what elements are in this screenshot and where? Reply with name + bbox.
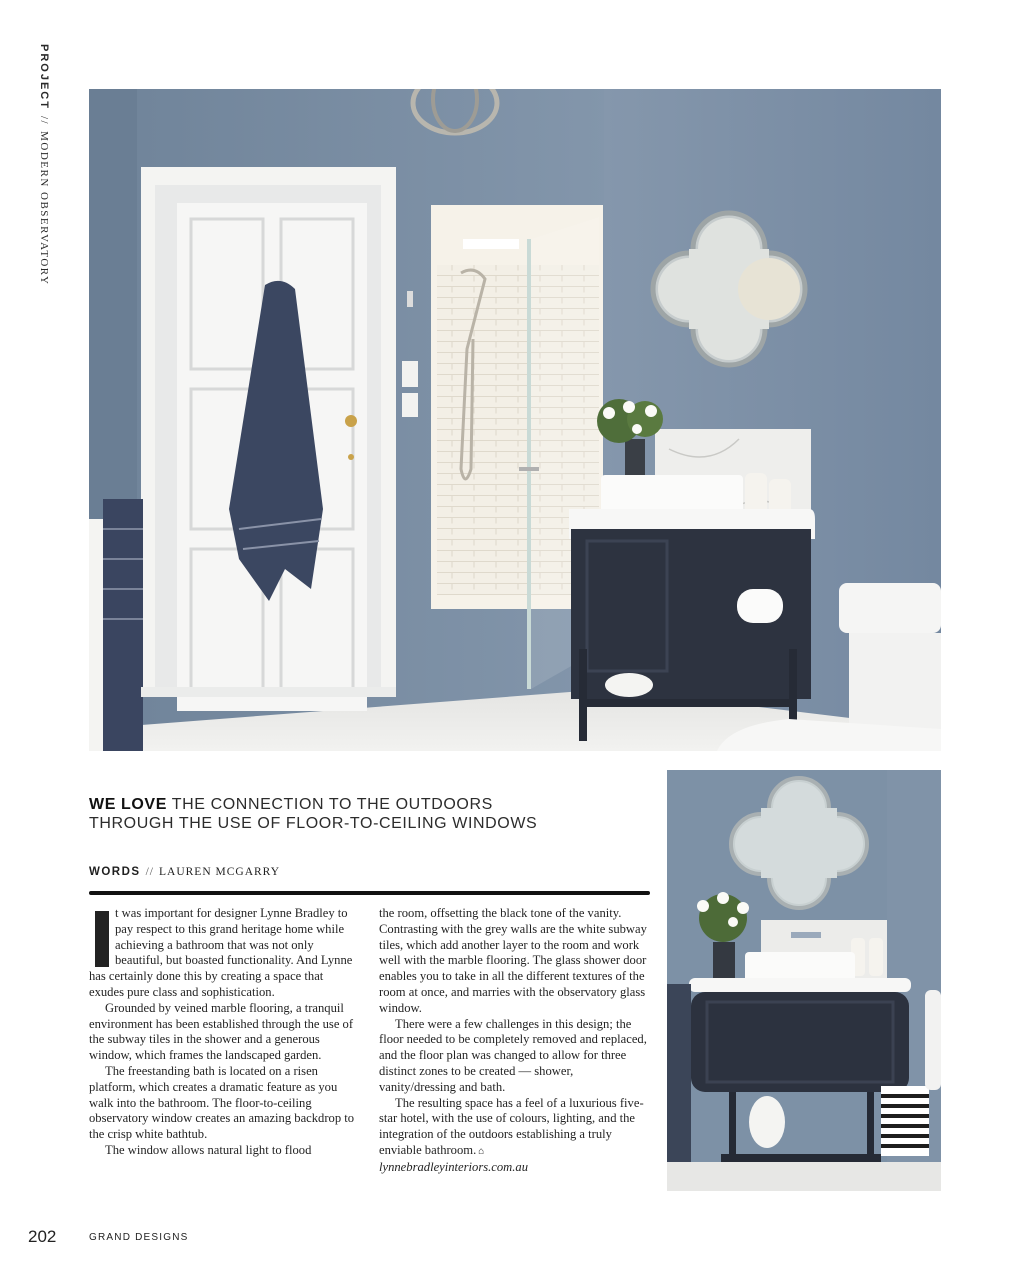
paragraph-7-text: The resulting space has a feel of a luxurious five-star hotel, with the use of colours, lighting, and the integration of the outdoors establishing a truly enviable bathroom. <box>379 1095 644 1157</box>
paragraph-3: The freestanding bath is located on a risen platform, which creates a dramatic feature as you walk into the bathroom. The floor-to-ceiling observatory window creates an amazing backdrop to the crisp white bathtub. <box>89 1063 355 1142</box>
pull-quote-line-1-rest: THE CONNECTION TO THE OUTDOORS <box>166 796 493 813</box>
bathroom-hero-photo <box>89 89 941 751</box>
designer-website-link[interactable]: lynnebradleyinteriors.com.au <box>379 1159 528 1174</box>
story-name: MODERN OBSERVATORY <box>38 131 50 286</box>
paragraph-4: The window allows natural light to flood <box>105 1142 312 1157</box>
byline-separator: // <box>145 866 154 878</box>
paragraph-6: There were a few challenges in this design; the floor needed to be completely removed and replaced, and the floor plan was changed to allow for three distinct zones to be created — shower, vanity/dressing and bath. <box>379 1016 647 1094</box>
vanity-detail-photo <box>667 770 941 1191</box>
side-label-separator: // <box>38 115 50 126</box>
section-name: PROJECT <box>38 44 50 110</box>
paragraph-7 <box>379 1096 651 1160</box>
paragraph-2: Grounded by veined marble flooring, a tranquil environment has been established through the use of the subway tiles in the shower and a generous window, which frames the landscaped garden. <box>89 1000 354 1063</box>
section-side-label <box>30 44 50 284</box>
drop-cap <box>95 911 109 967</box>
section-divider <box>89 891 650 895</box>
magazine-name: GRAND DESIGNS <box>89 1232 189 1243</box>
paragraph-1: t was important for designer Lynne Bradley to pay respect to this grand heritage home while achieving a bathroom that was not only beautiful, but boasted functionality. And Lynne has certainly done this by creating a space that exudes pure class and sophistication. <box>89 906 353 999</box>
body-column-1 <box>89 906 361 1159</box>
pull-quote-line-1 <box>89 795 649 814</box>
pull-quote <box>89 795 649 833</box>
paragraph-5: the room, offsetting the black tone of the vanity. Contrasting with the grey walls are the white subway tiles, which add another layer to the room and work well with the marble flooring. The glass shower door enables you to take in all the different textures of the room at once, and marries with the observatory glass window. <box>379 906 647 1015</box>
pull-quote-line-2: THROUGH THE USE OF FLOOR-TO-CEILING WINDOWS <box>89 815 538 832</box>
body-column-2 <box>379 906 651 1176</box>
pull-quote-lead: WE LOVE <box>89 796 167 813</box>
page-number: 202 <box>28 1227 57 1246</box>
byline-author: LAUREN MCGARRY <box>158 866 281 878</box>
byline-label: WORDS <box>89 866 141 878</box>
byline <box>89 866 280 878</box>
end-mark-icon: ⌂ <box>478 1145 485 1157</box>
